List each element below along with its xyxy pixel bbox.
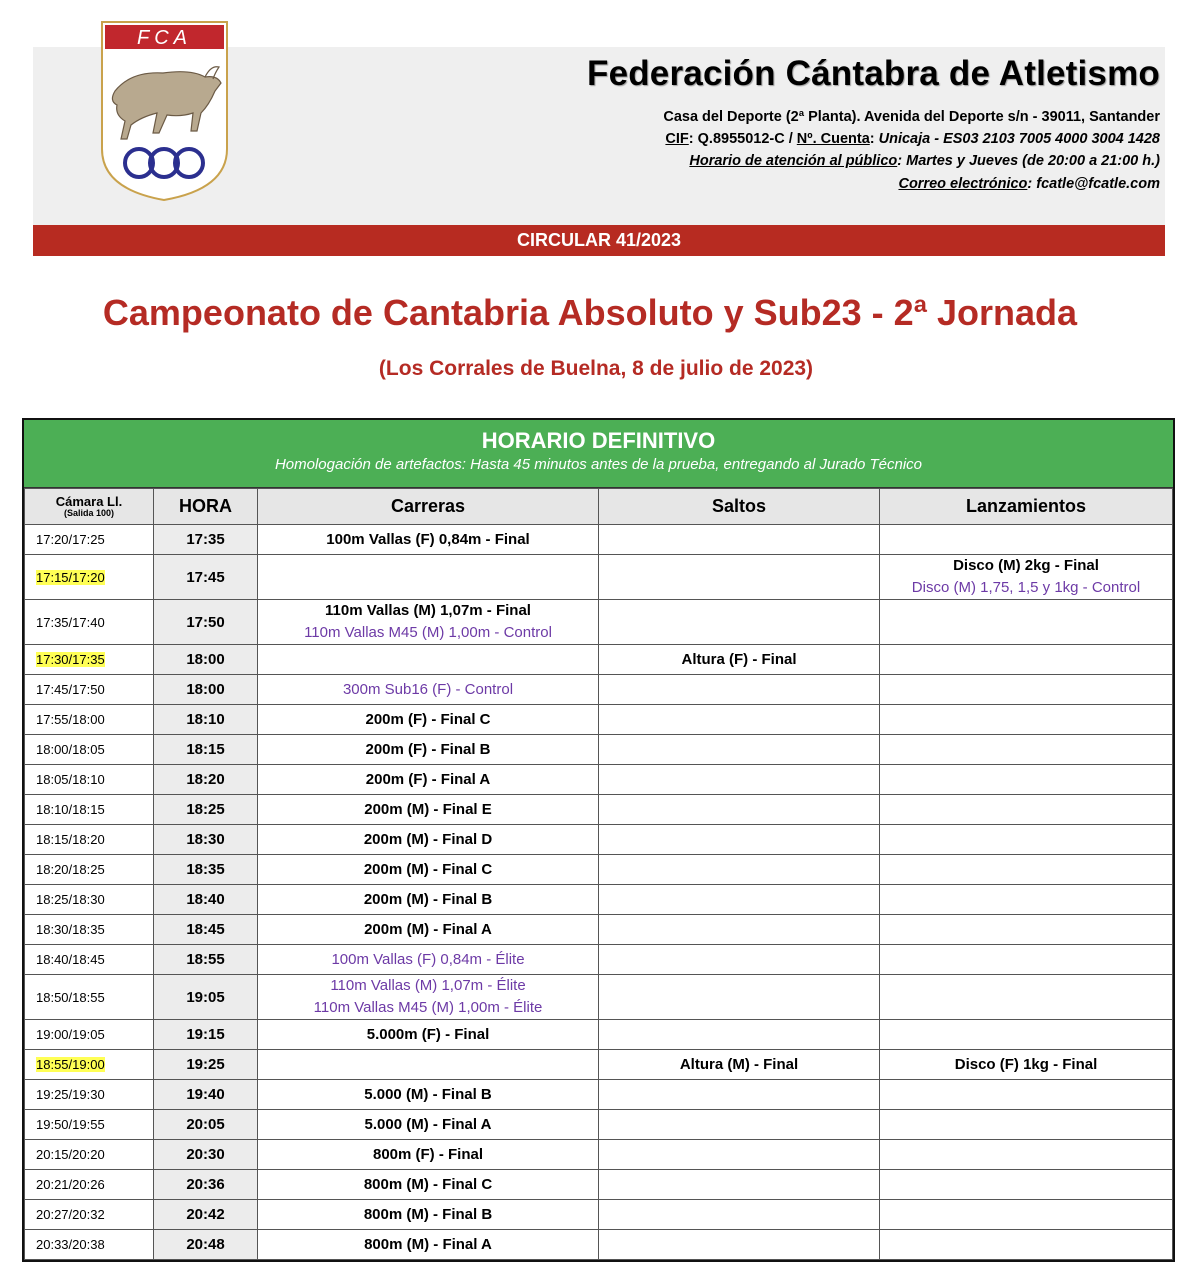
circular-bar: [33, 225, 1165, 256]
schedule-row: [25, 1200, 1173, 1230]
event-entry: 200m (M) - Final E: [364, 800, 492, 818]
saltos-cell: [599, 1170, 880, 1200]
event-entry: Disco (M) 1,75, 1,5 y 1kg - Control: [911, 579, 1141, 596]
hora-cell: 17:45: [154, 555, 258, 600]
camara-cell: [25, 1080, 154, 1110]
camara-time: 17:30/17:35: [36, 652, 105, 667]
camara-time: 20:33/20:38: [36, 1237, 105, 1252]
camara-cell: [25, 645, 154, 675]
carreras-cell: [258, 645, 599, 675]
carreras-cell: [258, 915, 599, 945]
hora-cell: 18:55: [154, 945, 258, 975]
schedule-row: [25, 1080, 1173, 1110]
event-entry: 5.000m (F) - Final: [366, 1025, 490, 1043]
saltos-cell: [599, 915, 880, 945]
fca-logo: [101, 21, 228, 201]
col-header-carreras: Carreras: [258, 489, 599, 525]
schedule-body: [25, 525, 1173, 1260]
schedule-row: [25, 1110, 1173, 1140]
cuenta-label: Nº. Cuenta: [796, 131, 870, 147]
camara-cell: [25, 1110, 154, 1140]
hora-cell: 20:36: [154, 1170, 258, 1200]
camara-cell: [25, 555, 154, 600]
schedule-header: [24, 420, 1173, 488]
hora-cell: 19:05: [154, 975, 258, 1020]
org-email-line: Correo electrónico: fcatle@fcatle.com: [898, 176, 1160, 192]
camara-time: 19:50/19:55: [36, 1117, 105, 1132]
org-cif-line: CIF: Q.8955012-C / Nº. Cuenta: Unicaja - ES03 2103 7005 4000 3004 1428: [665, 131, 1160, 147]
lanzamientos-cell: [880, 645, 1173, 675]
event-entry: Disco (F) 1kg - Final: [954, 1055, 1098, 1073]
carreras-cell: [258, 525, 599, 555]
camara-time: 18:20/18:25: [36, 862, 105, 877]
saltos-cell: [599, 555, 880, 600]
col-camara-label: Cámara Ll.: [55, 493, 123, 509]
hora-cell: 20:30: [154, 1140, 258, 1170]
carreras-cell: [258, 1080, 599, 1110]
event-entry: 200m (M) - Final C: [363, 860, 493, 878]
camara-time: 18:00/18:05: [36, 742, 105, 757]
carreras-cell: [258, 975, 599, 1020]
hora-cell: 18:25: [154, 795, 258, 825]
carreras-cell: [258, 1170, 599, 1200]
carreras-cell: [258, 705, 599, 735]
column-header-row: [25, 489, 1173, 525]
hora-cell: 18:15: [154, 735, 258, 765]
lanzamientos-cell: [880, 885, 1173, 915]
org-address: Casa del Deporte (2ª Planta). Avenida del Deporte s/n - 39011, Santander: [663, 109, 1160, 125]
camara-time: 17:55/18:00: [36, 712, 105, 727]
event-title: Campeonato de Cantabria Absoluto y Sub23 - 2ª Jornada: [102, 292, 1078, 333]
carreras-cell: [258, 1110, 599, 1140]
camara-cell: [25, 675, 154, 705]
carreras-cell: [258, 600, 599, 645]
hora-cell: 18:00: [154, 675, 258, 705]
carreras-cell: [258, 735, 599, 765]
lanzamientos-cell: [880, 675, 1173, 705]
event-entry: 200m (M) - Final D: [363, 830, 493, 848]
hora-cell: 19:15: [154, 1020, 258, 1050]
hora-cell: 18:00: [154, 645, 258, 675]
saltos-cell: [599, 975, 880, 1020]
cif-label: CIF: [665, 131, 689, 147]
cuenta-value: Unicaja - ES03 2103 7005 4000 3004 1428: [878, 131, 1160, 147]
saltos-cell: [599, 1200, 880, 1230]
lanzamientos-cell: [880, 1020, 1173, 1050]
col-header-lanzamientos: Lanzamientos: [880, 489, 1173, 525]
camara-time: 17:45/17:50: [36, 682, 105, 697]
carreras-cell: [258, 555, 599, 600]
lanzamientos-cell: [880, 600, 1173, 645]
schedule-row: [25, 525, 1173, 555]
camara-time: 18:05/18:10: [36, 772, 105, 787]
saltos-cell: [599, 1230, 880, 1260]
event-entry: 200m (F) - Final A: [365, 770, 491, 788]
hora-cell: 18:20: [154, 765, 258, 795]
carreras-cell: [258, 1020, 599, 1050]
hora-cell: 19:25: [154, 1050, 258, 1080]
schedule-row: [25, 1140, 1173, 1170]
camara-cell: [25, 525, 154, 555]
lanzamientos-cell: [880, 1200, 1173, 1230]
schedule-row: [25, 975, 1173, 1020]
schedule-table: [22, 418, 1175, 1262]
lanzamientos-cell: [880, 1170, 1173, 1200]
carreras-cell: [258, 765, 599, 795]
org-name: Federación Cántabra de Atletismo: [586, 54, 1160, 93]
event-entry: Altura (F) - Final: [681, 650, 797, 668]
saltos-cell: [599, 675, 880, 705]
camara-time: 20:15/20:20: [36, 1147, 105, 1162]
hora-cell: 19:40: [154, 1080, 258, 1110]
schedule-row: [25, 645, 1173, 675]
hora-cell: 18:10: [154, 705, 258, 735]
carreras-cell: [258, 1230, 599, 1260]
carreras-cell: [258, 825, 599, 855]
saltos-cell: [599, 945, 880, 975]
event-entry: 5.000 (M) - Final B: [364, 1085, 492, 1103]
org-horario-line: Horario de atención al público: Martes y Jueves (de 20:00 a 21:00 h.): [689, 153, 1160, 169]
lanzamientos-cell: [880, 555, 1173, 600]
camara-cell: [25, 915, 154, 945]
event-entry: Disco (M) 2kg - Final: [953, 557, 1099, 574]
schedule-row: [25, 705, 1173, 735]
hora-cell: 18:45: [154, 915, 258, 945]
camara-cell: [25, 1230, 154, 1260]
event-entry: 800m (F) - Final: [372, 1145, 484, 1163]
lanzamientos-cell: [880, 1140, 1173, 1170]
schedule-row: [25, 1170, 1173, 1200]
carreras-cell: [258, 885, 599, 915]
saltos-cell: [599, 1080, 880, 1110]
email-label: Correo electrónico: [898, 176, 1028, 192]
saltos-cell: [599, 735, 880, 765]
hora-cell: 18:40: [154, 885, 258, 915]
event-entry: 200m (M) - Final A: [364, 920, 492, 938]
hora-cell: 20:42: [154, 1200, 258, 1230]
camara-cell: [25, 1170, 154, 1200]
camara-cell: [25, 1020, 154, 1050]
saltos-cell: [599, 825, 880, 855]
schedule-row: [25, 1020, 1173, 1050]
saltos-cell: [599, 645, 880, 675]
camara-time: 18:15/18:20: [36, 832, 105, 847]
camara-cell: [25, 855, 154, 885]
event-entry: 110m Vallas M45 (M) 1,00m - Élite: [313, 999, 543, 1016]
event-entry: 100m Vallas (F) 0,84m - Élite: [331, 950, 525, 968]
lanzamientos-cell: [880, 705, 1173, 735]
saltos-cell: [599, 855, 880, 885]
hora-cell: 17:50: [154, 600, 258, 645]
lanzamientos-cell: [880, 1080, 1173, 1110]
saltos-cell: [599, 1020, 880, 1050]
schedule-row: [25, 600, 1173, 645]
lanzamientos-cell: [880, 765, 1173, 795]
schedule-row: [25, 855, 1173, 885]
event-entry: 200m (F) - Final C: [365, 710, 491, 728]
schedule-row: [25, 945, 1173, 975]
lanzamientos-cell: [880, 975, 1173, 1020]
camara-cell: [25, 1050, 154, 1080]
camara-time: 18:30/18:35: [36, 922, 105, 937]
camara-time: 18:50/18:55: [36, 989, 105, 1005]
lanzamientos-cell: [880, 1110, 1173, 1140]
saltos-cell: [599, 885, 880, 915]
schedule-row: [25, 825, 1173, 855]
camara-cell: [25, 705, 154, 735]
camara-time: 18:10/18:15: [36, 802, 105, 817]
carreras-cell: [258, 675, 599, 705]
schedule-row: [25, 675, 1173, 705]
horario-label: Horario de atención al público: [689, 153, 898, 169]
email-value: fcatle@fcatle.com: [1036, 176, 1160, 192]
schedule-note: Homologación de artefactos: Hasta 45 minutos antes de la prueba, entregando al Jurado Técnico: [274, 456, 923, 473]
schedule-title: HORARIO DEFINITIVO: [481, 428, 716, 453]
hora-cell: 17:35: [154, 525, 258, 555]
lanzamientos-cell: [880, 1230, 1173, 1260]
camara-cell: [25, 885, 154, 915]
saltos-cell: [599, 765, 880, 795]
schedule-row: [25, 1230, 1173, 1260]
camara-cell: [25, 945, 154, 975]
logo-text: FCA: [137, 27, 192, 49]
camara-time: 19:00/19:05: [36, 1027, 105, 1042]
event-entry: 110m Vallas (M) 1,07m - Élite: [330, 977, 526, 994]
schedule-row: [25, 915, 1173, 945]
camara-cell: [25, 825, 154, 855]
carreras-cell: [258, 795, 599, 825]
schedule-row: [25, 795, 1173, 825]
lanzamientos-cell: [880, 795, 1173, 825]
col-header-saltos: Saltos: [599, 489, 880, 525]
lanzamientos-cell: [880, 735, 1173, 765]
saltos-cell: [599, 1050, 880, 1080]
camara-cell: [25, 1200, 154, 1230]
camara-cell: [25, 765, 154, 795]
schedule-row: [25, 1050, 1173, 1080]
camara-cell: [25, 975, 154, 1020]
event-entry: 110m Vallas M45 (M) 1,00m - Control: [304, 624, 552, 641]
circular-label: CIRCULAR 41/2023: [516, 230, 682, 250]
event-entry: 800m (M) - Final C: [363, 1175, 493, 1193]
camara-time: 18:25/18:30: [36, 892, 105, 907]
lanzamientos-cell: [880, 915, 1173, 945]
schedule-row: [25, 735, 1173, 765]
event-entry: 110m Vallas (M) 1,07m - Final: [325, 602, 531, 619]
col-camara-sub: (Salida 100): [63, 507, 115, 518]
horario-value: Martes y Jueves (de 20:00 a 21:00 h.): [906, 153, 1160, 169]
event-entry: Altura (M) - Final: [679, 1055, 799, 1073]
event-entry: 200m (F) - Final B: [365, 740, 491, 758]
camara-time: 17:20/17:25: [36, 532, 105, 547]
camara-time: 17:35/17:40: [36, 614, 105, 630]
col-header-camara: [25, 489, 154, 525]
camara-time: 19:25/19:30: [36, 1087, 105, 1102]
event-entry: 200m (M) - Final B: [363, 890, 493, 908]
camara-cell: [25, 600, 154, 645]
lanzamientos-cell: [880, 855, 1173, 885]
carreras-cell: [258, 1050, 599, 1080]
schedule-row: [25, 885, 1173, 915]
carreras-cell: [258, 855, 599, 885]
schedule-row: [25, 765, 1173, 795]
lanzamientos-cell: [880, 525, 1173, 555]
camara-cell: [25, 795, 154, 825]
hora-cell: 20:05: [154, 1110, 258, 1140]
event-entry: 100m Vallas (F) 0,84m - Final: [326, 530, 530, 548]
lanzamientos-cell: [880, 945, 1173, 975]
saltos-cell: [599, 525, 880, 555]
camara-cell: [25, 735, 154, 765]
camara-time: 18:40/18:45: [36, 952, 105, 967]
hora-cell: 18:35: [154, 855, 258, 885]
schedule-grid: [24, 488, 1173, 1260]
event-entry: 800m (M) - Final B: [363, 1205, 493, 1223]
carreras-cell: [258, 1200, 599, 1230]
event-entry: 300m Sub16 (F) - Control: [342, 680, 514, 698]
camara-cell: [25, 1140, 154, 1170]
camara-time: 18:55/19:00: [36, 1057, 105, 1072]
hora-cell: 18:30: [154, 825, 258, 855]
camara-time: 20:27/20:32: [36, 1207, 105, 1222]
event-entry: 800m (M) - Final A: [364, 1235, 492, 1253]
cif-value: Q.8955012-C /: [697, 131, 797, 147]
schedule-row: [25, 555, 1173, 600]
saltos-cell: [599, 1110, 880, 1140]
camara-time: 20:21/20:26: [36, 1177, 105, 1192]
col-header-hora: HORA: [154, 489, 258, 525]
event-entry: 5.000 (M) - Final A: [364, 1115, 492, 1133]
camara-time: 17:15/17:20: [36, 569, 105, 585]
hora-cell: 20:48: [154, 1230, 258, 1260]
lanzamientos-cell: [880, 825, 1173, 855]
carreras-cell: [258, 1140, 599, 1170]
carreras-cell: [258, 945, 599, 975]
saltos-cell: [599, 600, 880, 645]
saltos-cell: [599, 705, 880, 735]
saltos-cell: [599, 1140, 880, 1170]
saltos-cell: [599, 795, 880, 825]
event-subtitle: (Los Corrales de Buelna, 8 de julio de 2023): [378, 357, 814, 380]
lanzamientos-cell: [880, 1050, 1173, 1080]
